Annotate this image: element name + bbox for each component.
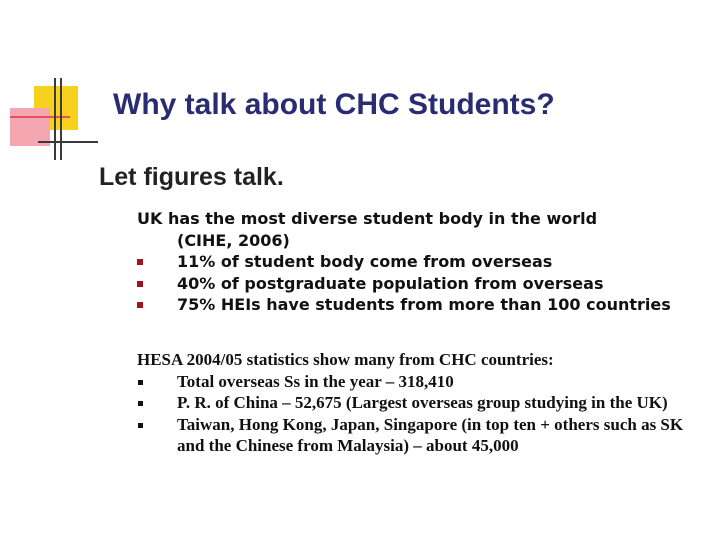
list-item bbox=[137, 392, 697, 414]
block2-heading: HESA 2004/05 statistics show many from CHC countries: bbox=[137, 350, 554, 369]
bullet-text: Total overseas Ss in the year – 318,410 bbox=[177, 371, 454, 391]
square-bullet-icon bbox=[137, 302, 143, 308]
list-item bbox=[137, 294, 697, 316]
square-bullet-icon bbox=[137, 259, 143, 265]
bullet-text: 75% HEIs have students from more than 100 countries bbox=[177, 295, 671, 314]
block1-bullet-list bbox=[137, 251, 697, 316]
block1-heading-line2: (CIHE, 2006) bbox=[177, 230, 290, 250]
bullet-text: 11% of student body come from overseas bbox=[177, 252, 553, 271]
block1-heading-line1: UK has the most diverse student body in the world bbox=[137, 209, 598, 228]
hesa-statistics-block bbox=[137, 349, 697, 457]
decorative-vertical-line bbox=[54, 78, 56, 160]
square-bullet-icon bbox=[138, 401, 143, 406]
list-item bbox=[137, 251, 697, 273]
square-bullet-icon bbox=[137, 281, 143, 287]
bullet-text: Taiwan, Hong Kong, Japan, Singapore (in top ten + others such as SK and the Chinese from Malaysia) – about 45,000 bbox=[177, 414, 684, 455]
block2-bullet-list bbox=[137, 371, 697, 457]
decorative-vertical-line bbox=[60, 78, 62, 160]
slide-title: Why talk about CHC Students? bbox=[113, 88, 555, 121]
list-item bbox=[137, 414, 697, 457]
bullet-text: P. R. of China – 52,675 (Largest overseas group studying in the UK) bbox=[177, 393, 668, 412]
uk-diversity-block bbox=[137, 208, 697, 316]
slide-subtitle: Let figures talk. bbox=[99, 163, 284, 191]
square-bullet-icon bbox=[138, 423, 143, 428]
bullet-text: 40% of postgraduate population from overseas bbox=[177, 273, 604, 293]
list-item bbox=[137, 371, 697, 393]
decorative-horizontal-line bbox=[38, 141, 98, 143]
square-bullet-icon bbox=[138, 380, 143, 385]
list-item bbox=[137, 273, 697, 295]
